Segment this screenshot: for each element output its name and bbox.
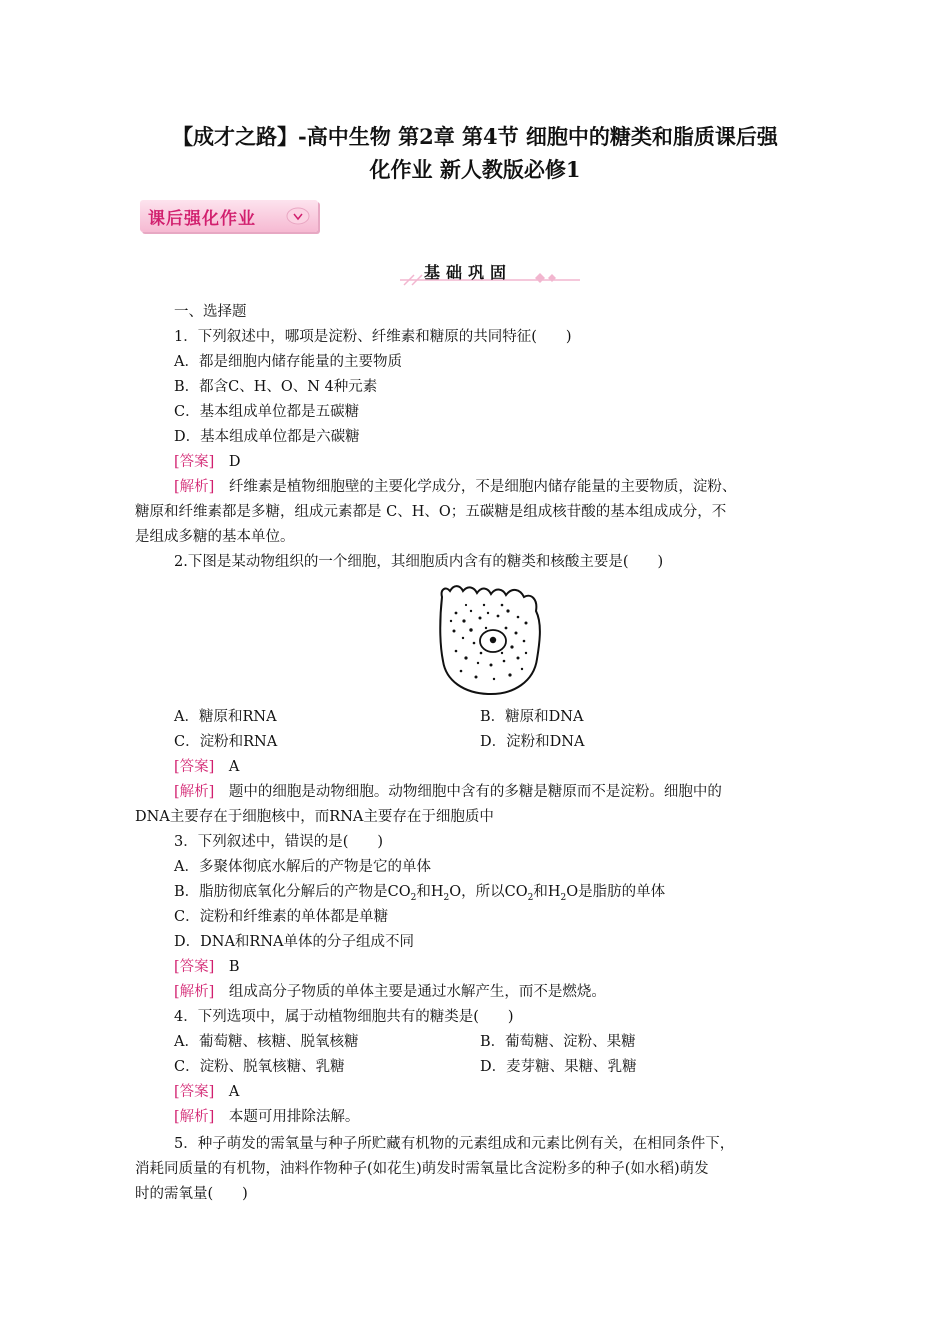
part-heading: 一、选择题	[174, 304, 247, 320]
q1-option-b: B．都含C、H、O、N 4种元素	[174, 379, 378, 395]
section-label: 基础巩固	[424, 263, 513, 282]
q3-option-d: D．DNA和RNA单体的分子组成不同	[174, 934, 414, 950]
q4-analysis-text: 本题可用排除法解。	[228, 1109, 360, 1125]
subscript: 2	[443, 892, 450, 903]
banner-label: 课后强化作业	[148, 209, 256, 229]
q4-analysis	[174, 1107, 359, 1127]
q2-answer	[174, 757, 239, 777]
q3-b-text-3: O，所以CO	[449, 884, 528, 900]
q1-analysis-text: 纤维素是植物细胞壁的主要化学成分，不是细胞内储存能量的主要物质，淀粉、	[228, 479, 737, 495]
q1-option-c: C．基本组成单位都是五碳糖	[174, 404, 360, 420]
q2-option-c: C．淀粉和RNA	[174, 734, 278, 750]
q1-analysis-line-1	[174, 477, 736, 497]
subscript: 2	[410, 892, 417, 903]
q2-analysis-line-2: DNA主要存在于细胞核中，而RNA主要存在于细胞质中	[135, 809, 494, 825]
q3-analysis	[174, 982, 606, 1002]
answer-tag: [答案]	[174, 759, 215, 775]
q5-stem-line-3: 时的需氧量( )	[135, 1186, 248, 1202]
q4-stem: 4．下列选项中，属于动植物细胞共有的糖类是( )	[174, 1009, 514, 1025]
q3-option-a: A．多聚体彻底水解后的产物是它的单体	[174, 859, 431, 875]
subscript: 2	[527, 892, 534, 903]
q2-stem: 2.下图是某动物组织的一个细胞，其细胞质内含有的糖类和核酸主要是( )	[174, 554, 664, 570]
q2-answer-value: A	[228, 759, 240, 775]
analysis-tag: [解析]	[174, 1109, 215, 1125]
animal-cell-figure	[436, 583, 546, 698]
q3-answer	[174, 957, 239, 977]
q5-stem-line-2: 消耗同质量的有机物，油料作物种子(如花生)萌发时需氧量比含淀粉多的种子(如水稻)萌发	[135, 1161, 709, 1177]
q3-b-text-4: 和H	[533, 884, 561, 900]
q4-option-d: D．麦芽糖、果糖、乳糖	[480, 1059, 637, 1075]
analysis-tag: [解析]	[174, 479, 215, 495]
section-header	[380, 258, 590, 288]
analysis-tag: [解析]	[174, 784, 215, 800]
q4-option-c: C．淀粉、脱氧核糖、乳糖	[174, 1059, 345, 1075]
q2-option-d: D．淀粉和DNA	[480, 734, 585, 750]
q1-answer-value: D	[228, 454, 241, 470]
q2-analysis-line-1	[174, 782, 722, 802]
q2-analysis-text: 题中的细胞是动物细胞。动物细胞中含有的多糖是糖原而不是淀粉。细胞中的	[228, 784, 722, 800]
q3-option-b	[174, 882, 665, 908]
title-line-1: 【成才之路】-高中生物 第2章 第4节 细胞中的糖类和脂质课后强	[172, 124, 778, 149]
q3-option-c: C．淀粉和纤维素的单体都是单糖	[174, 909, 389, 925]
homework-banner	[140, 200, 318, 232]
answer-tag: [答案]	[174, 959, 215, 975]
q4-option-a: A．葡萄糖、核糖、脱氧核糖	[174, 1034, 359, 1050]
q4-answer	[174, 1082, 239, 1102]
answer-tag: [答案]	[174, 1084, 215, 1100]
answer-tag: [答案]	[174, 454, 215, 470]
q3-analysis-text: 组成高分子物质的单体主要是通过水解产生，而不是燃烧。	[228, 984, 606, 1000]
q1-option-a: A．都是细胞内储存能量的主要物质	[174, 354, 402, 370]
q3-b-text-5: O是脂肪的单体	[566, 884, 666, 900]
q2-option-a: A．糖原和RNA	[174, 709, 277, 725]
q4-option-b: B．葡萄糖、淀粉、果糖	[480, 1034, 636, 1050]
title-line-2: 化作业 新人教版必修1	[369, 157, 581, 182]
q1-analysis-line-2: 糖原和纤维素都是多糖，组成元素都是 C、H、O；五碳糖是组成核苷酸的基本组成成分，不	[135, 504, 727, 520]
heart-icon	[286, 207, 310, 225]
q3-stem: 3．下列叙述中，错误的是( )	[174, 834, 384, 850]
q3-b-text-1: B．脂肪彻底氧化分解后的产物是CO	[174, 884, 411, 900]
q1-option-d: D．基本组成单位都是六碳糖	[174, 429, 360, 445]
analysis-tag: [解析]	[174, 984, 215, 1000]
subscript: 2	[560, 892, 567, 903]
q3-answer-value: B	[228, 959, 240, 975]
q1-answer	[174, 452, 240, 472]
q3-b-text-2: 和H	[416, 884, 444, 900]
q1-stem: 1．下列叙述中，哪项是淀粉、纤维素和糖原的共同特征( )	[174, 329, 572, 345]
q5-stem-line-1: 5．种子萌发的需氧量与种子所贮藏有机物的元素组成和元素比例有关，在相同条件下，	[174, 1136, 735, 1152]
q4-answer-value: A	[228, 1084, 240, 1100]
document-title	[120, 120, 830, 186]
q2-option-b: B．糖原和DNA	[480, 709, 584, 725]
q1-analysis-line-3: 是组成多糖的基本单位。	[135, 529, 295, 545]
